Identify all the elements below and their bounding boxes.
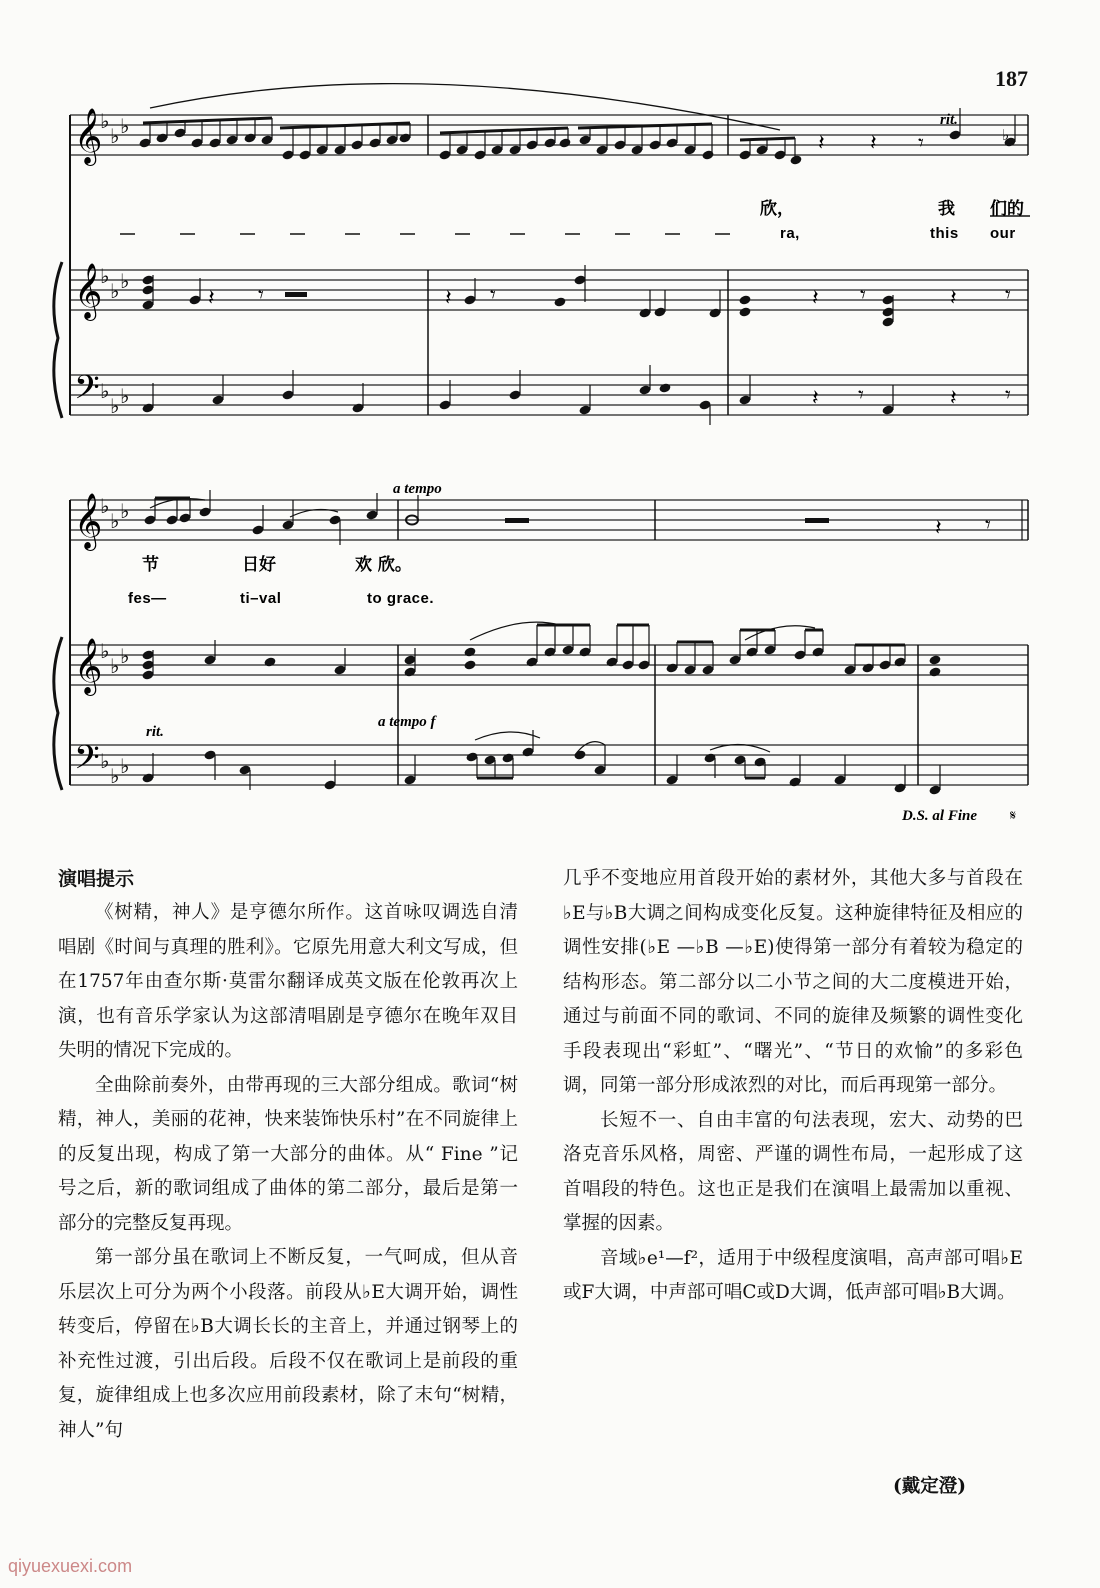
lyric-en-1: ra, (780, 225, 800, 242)
segno-icon: 𝄋 (1010, 808, 1017, 824)
svg-text:♭: ♭ (100, 109, 110, 133)
lyric2-en-1: fes— (128, 590, 167, 607)
svg-text:𝄽: 𝄽 (818, 131, 825, 156)
svg-text:𝄽: 𝄽 (950, 286, 957, 311)
paragraph-2: 全曲除前奏外，由带再现的三大部分组成。歌词“树精，神人，美丽的花神，快来装饰快乐村”在不同旋律上的反复出现，构成了第一大部分的曲体。从“ Fine ”记号之后，新的歌词组成了曲体的第二部分，最后是第一部分的完整反复再现。 (58, 1074, 518, 1234)
notes-right-column (563, 862, 1023, 1311)
svg-text:♭: ♭ (110, 654, 120, 678)
svg-text:♭: ♭ (110, 394, 120, 418)
svg-text:𝄽: 𝄽 (950, 386, 957, 411)
svg-text:𝄾: 𝄾 (858, 383, 864, 408)
lyric-zh-1: 欣， (760, 199, 794, 219)
svg-text:♭: ♭ (100, 494, 110, 518)
lyric-zh-3: 们的 (990, 199, 1024, 219)
svg-text:𝄽: 𝄽 (812, 386, 819, 411)
watermark: qiyuexuexi.com (8, 1556, 133, 1576)
svg-text:♭: ♭ (120, 114, 130, 138)
svg-text:𝄞: 𝄞 (74, 108, 103, 164)
svg-text:𝄽: 𝄽 (935, 516, 942, 541)
svg-text:𝄞: 𝄞 (74, 493, 103, 549)
svg-text:♭: ♭ (1002, 126, 1010, 144)
svg-text:♭: ♭ (120, 269, 130, 293)
svg-text:𝄾: 𝄾 (1005, 383, 1011, 408)
paragraph-5: 音域♭e¹—f²，适用于中级程度演唱，高声部可唱♭E或F大调，中声部可唱C或D大调，低声部可唱♭B大调。 (563, 1247, 1023, 1303)
notes-heading: 演唱提示 (58, 868, 135, 890)
svg-text:𝄢: 𝄢 (74, 369, 100, 415)
svg-text:𝄾: 𝄾 (918, 131, 924, 156)
svg-text:𝄾: 𝄾 (860, 283, 866, 308)
system-1 (54, 84, 1030, 425)
svg-text:♭: ♭ (110, 764, 120, 788)
paragraph-1: 《树精，神人》是亨德尔所作。这首咏叹调选自清唱剧《时间与真理的胜利》。它原先用意大利文写成，但在1757年由查尔斯·莫雷尔翻译成英文版在伦敦再次上演，也有音乐学家认为这部清唱剧是亨德尔在晚年双目失明的情况下完成的。 (58, 902, 518, 1061)
svg-text:𝄽: 𝄽 (445, 286, 452, 311)
ds-al-fine-marking: D.S. al Fine (902, 808, 978, 824)
lyric2-zh-3: 欢 欣。 (355, 555, 412, 575)
lyric-zh-2: 我 (938, 199, 955, 219)
svg-text:♭: ♭ (120, 499, 130, 523)
page-number: 187 (995, 66, 1028, 91)
svg-text:♭: ♭ (110, 279, 120, 303)
svg-text:𝄽: 𝄽 (208, 286, 215, 311)
svg-text:𝄾: 𝄾 (1005, 283, 1011, 308)
svg-text:♭: ♭ (110, 509, 120, 533)
lyric2-zh-1: 节 (142, 555, 159, 575)
lyric-en-3: our (990, 225, 1016, 242)
svg-text:♭: ♭ (120, 384, 130, 408)
svg-text:𝄞: 𝄞 (74, 638, 103, 694)
svg-text:♭: ♭ (120, 754, 130, 778)
svg-text:♭: ♭ (110, 124, 120, 148)
lyric2-zh-2: 日好 (242, 555, 276, 575)
svg-text:𝄞: 𝄞 (74, 263, 103, 319)
svg-text:𝄾: 𝄾 (985, 513, 991, 538)
svg-text:♭: ♭ (120, 644, 130, 668)
svg-text:𝄽: 𝄽 (870, 131, 877, 156)
system-2 (54, 490, 1028, 796)
svg-text:♭: ♭ (100, 749, 110, 773)
svg-text:𝄾: 𝄾 (258, 283, 264, 308)
svg-text:𝄽: 𝄽 (812, 286, 819, 311)
author-credit: (戴定澄) (893, 1476, 967, 1497)
rit-marking-piano: rit. (146, 724, 164, 740)
paragraph-4: 长短不一、自由丰富的句法表现，宏大、动势的巴洛克音乐风格，周密、严谨的调性布局，一起形成了这首唱段的特色。这也正是我们在演唱上最需加以重视、掌握的因素。 (563, 1109, 1023, 1234)
lyric-en-2: this (930, 225, 959, 242)
svg-text:♭: ♭ (100, 639, 110, 663)
paragraph-3: 第一部分虽在歌词上不断反复，一气呵成，但从音乐层次上可分为两个小段落。前段从♭E大调开始，调性转变后，停留在♭B大调长长的主音上，并通过钢琴上的补充性过渡，引出后段。后段不仅在歌词上是前段的重复，旋律组成上也多次应用前段素材，除了末句“树精，神人”句 (58, 1247, 518, 1441)
svg-text:♭: ♭ (100, 379, 110, 403)
lyric2-en-2: ti–val (240, 590, 282, 607)
paragraph-3-cont: 几乎不变地应用首段开始的素材外，其他大多与首段在♭E与♭B大调之间构成变化反复。这种旋律特征及相应的调性安排(♭E —♭B —♭E)使得第一部分有着较为稳定的结构形态。第二部分以二小节之间的大二度模进开始，通过与前面不同的歌词、不同的旋律及频繁的调性变化手段表现出“彩虹”、“曙光”、“节日的欢愉”的多彩色调，同第一部分形成浓烈的对比，而后再现第一部分。 (563, 868, 1023, 1096)
svg-text:𝄢: 𝄢 (74, 739, 100, 785)
notes-left-column (58, 862, 518, 1448)
lyric2-en-3: to grace. (367, 590, 435, 607)
rit-marking-voice: rit. (940, 112, 958, 128)
svg-text:♭: ♭ (100, 264, 110, 288)
svg-text:𝄾: 𝄾 (490, 283, 496, 308)
a-tempo-f-marking-piano: a tempo f (378, 714, 436, 730)
a-tempo-marking-voice: a tempo (393, 481, 442, 497)
